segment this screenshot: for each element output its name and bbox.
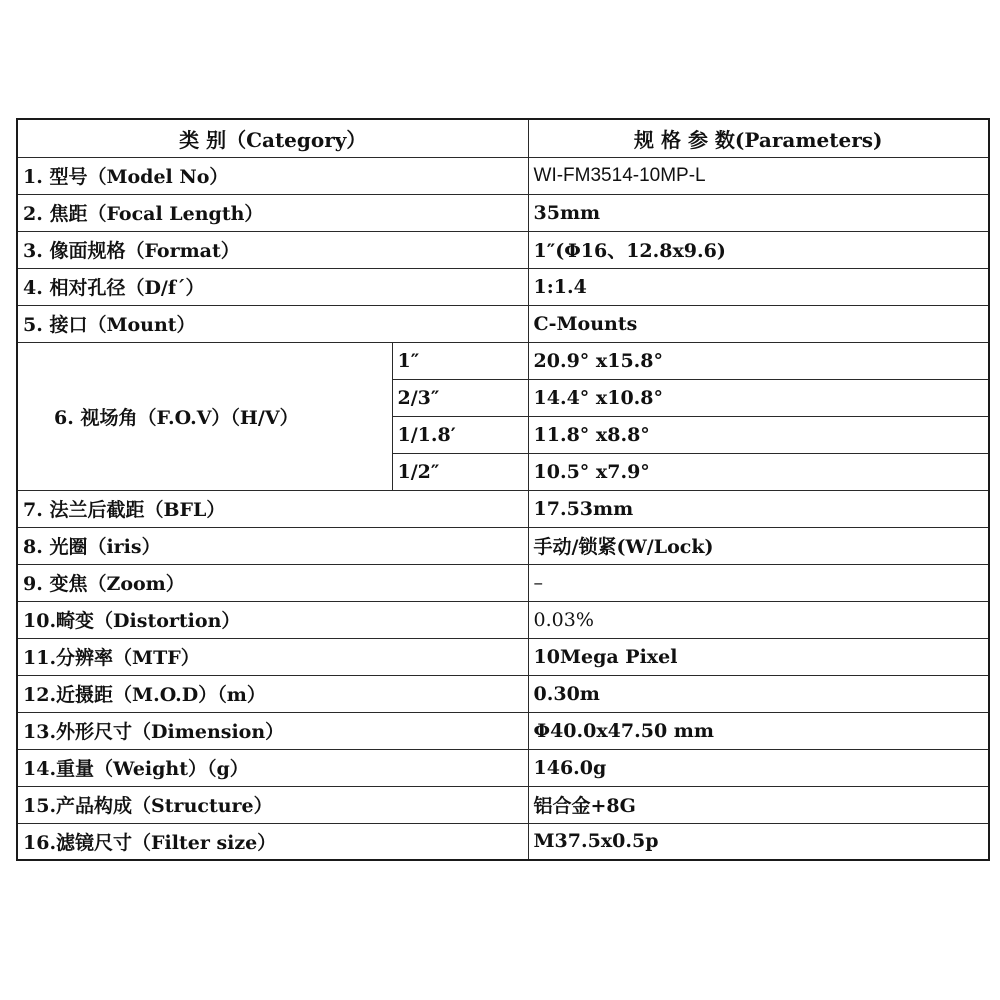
row-label-zoom: 9. 变焦（Zoom）	[17, 564, 528, 601]
table-row	[17, 157, 989, 194]
row-label-focal-length: 2. 焦距（Focal Length）	[17, 194, 528, 231]
row-value-mod: 0.30m	[528, 675, 989, 712]
spec-table	[16, 118, 990, 861]
row-value-distortion: 0.03%	[528, 601, 989, 638]
table-row	[17, 194, 989, 231]
row-label-distortion: 10.畸变（Distortion）	[17, 601, 528, 638]
table-row	[17, 786, 989, 823]
row-label-format: 3. 像面规格（Format）	[17, 231, 528, 268]
row-label-fov: 6. 视场角（F.O.V）（H/V）	[17, 342, 392, 490]
row-value-focal-length: 35mm	[528, 194, 989, 231]
fov-format-3: 1/1.8′	[392, 416, 528, 453]
table-row	[17, 823, 989, 860]
table-row	[17, 490, 989, 527]
row-label-mount: 5. 接口（Mount）	[17, 305, 528, 342]
table-row	[17, 231, 989, 268]
row-label-structure: 15.产品构成（Structure）	[17, 786, 528, 823]
row-label-iris: 8. 光圈（iris）	[17, 527, 528, 564]
fov-format-1: 1″	[392, 342, 528, 379]
row-value-model: WI-FM3514-10MP-L	[528, 157, 989, 194]
row-label-weight: 14.重量（Weight）（g）	[17, 749, 528, 786]
table-row	[17, 268, 989, 305]
table-row	[17, 564, 989, 601]
fov-format-4: 1/2″	[392, 453, 528, 490]
table-header-row	[17, 119, 989, 157]
row-label-mtf: 11.分辨率（MTF）	[17, 638, 528, 675]
table-row	[17, 675, 989, 712]
row-label-dimension: 13.外形尺寸（Dimension）	[17, 712, 528, 749]
row-value-iris: 手动/锁紧(W/Lock)	[528, 527, 989, 564]
row-value-dimension: Φ40.0x47.50 mm	[528, 712, 989, 749]
table-row	[17, 342, 989, 379]
row-value-weight: 146.0g	[528, 749, 989, 786]
row-value-zoom: –	[528, 564, 989, 601]
table-row	[17, 305, 989, 342]
row-value-mount: C-Mounts	[528, 305, 989, 342]
row-value-format: 1″(Φ16、12.8x9.6)	[528, 231, 989, 268]
fov-format-2: 2/3″	[392, 379, 528, 416]
table-row	[17, 601, 989, 638]
parameters-header: 规 格 参 数(Parameters)	[528, 119, 989, 157]
row-value-filter-size: M37.5x0.5p	[528, 823, 989, 860]
row-value-aperture: 1:1.4	[528, 268, 989, 305]
row-label-filter-size: 16.滤镜尺寸（Filter size）	[17, 823, 528, 860]
table-row	[17, 527, 989, 564]
row-label-model: 1. 型号（Model No）	[17, 157, 528, 194]
row-label-mod: 12.近摄距（M.O.D）（m）	[17, 675, 528, 712]
table-row	[17, 712, 989, 749]
row-value-mtf: 10Mega Pixel	[528, 638, 989, 675]
table-row	[17, 638, 989, 675]
fov-value-1: 20.9° x15.8°	[528, 342, 989, 379]
row-label-aperture: 4. 相对孔径（D/f´）	[17, 268, 528, 305]
row-value-structure: 铝合金+8G	[528, 786, 989, 823]
row-label-bfl: 7. 法兰后截距（BFL）	[17, 490, 528, 527]
fov-value-2: 14.4° x10.8°	[528, 379, 989, 416]
fov-value-3: 11.8° x8.8°	[528, 416, 989, 453]
category-header: 类 别（Category）	[17, 119, 528, 157]
fov-value-4: 10.5° x7.9°	[528, 453, 989, 490]
table-row	[17, 749, 989, 786]
row-value-bfl: 17.53mm	[528, 490, 989, 527]
